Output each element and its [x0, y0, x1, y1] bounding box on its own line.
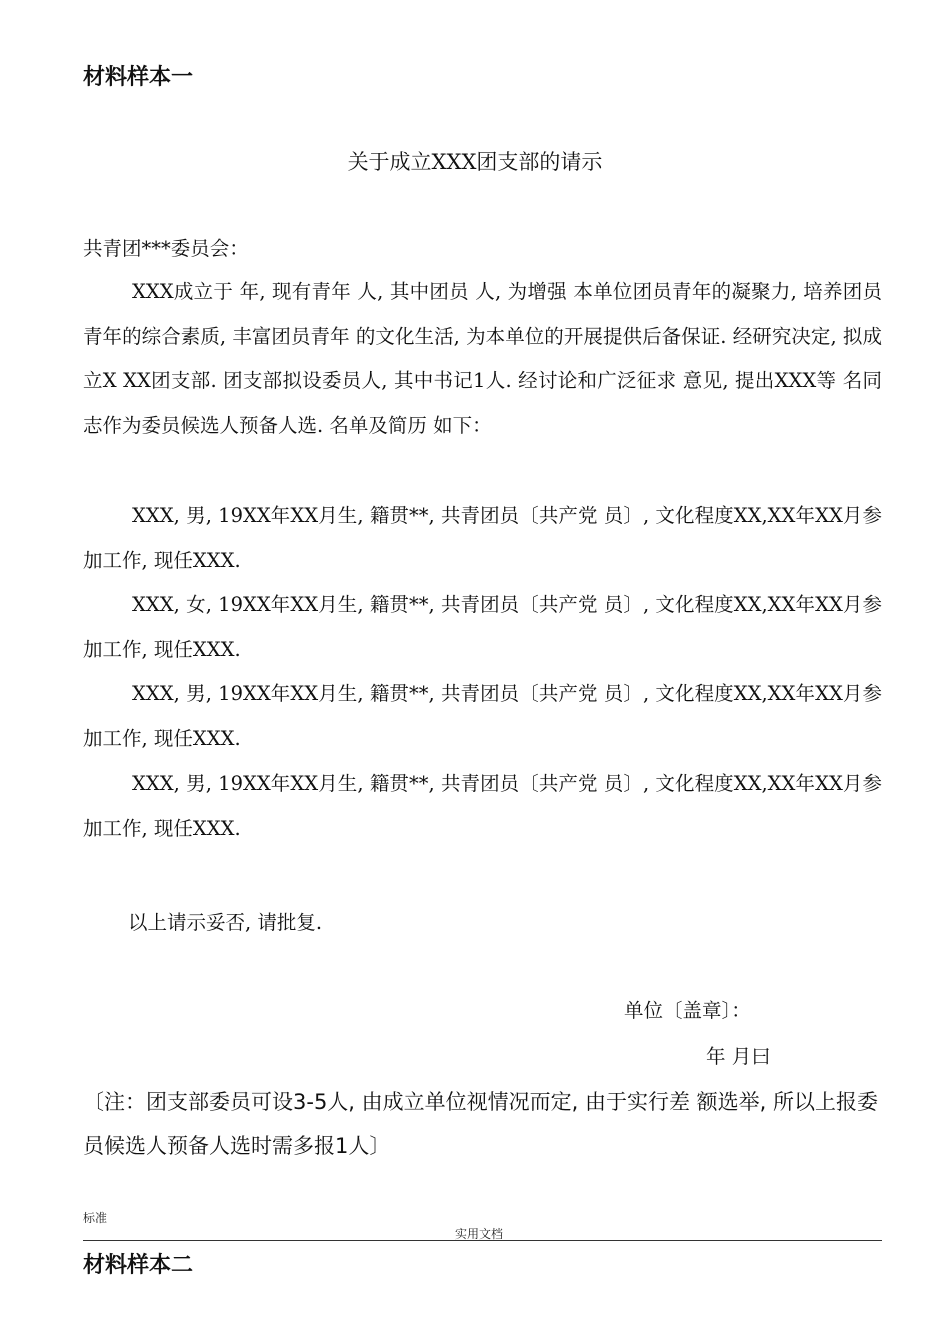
document-title: 关于成立XXX团支部的请示 — [347, 150, 603, 174]
salutation: 共青团***委员会： — [83, 237, 249, 260]
candidate-entry-3: XXX, 男, 19XX年XX月生, 籍贯**, 共青团员〔共产党 员〕, 文化程度XX,XX年XX月参加工作, 现任XXX. — [83, 682, 882, 750]
intro-paragraph: XXX成立于 年, 现有青年 人, 其中团员 人, 为增强 本单位团员青年的凝聚力, 培养团员青年的综合素质, 丰富团员青年 的文化生活, 为本单位的开展提供后备保证. 经研究决定, 拟成立X XX团支部. 团支部拟设委员人, 其中书记1人. 经讨论和广泛征求 意见, 提出XXX等 名同志作为委员候选人预备人选. 名单及简历 如下： — [83, 280, 882, 438]
candidate-entry-4: XXX, 男, 19XX年XX月生, 籍贯**, 共青团员〔共产党 员〕, 文化程度XX,XX年XX月参加工作, 现任XXX. — [83, 772, 882, 840]
date-line: 年 月曰 — [706, 1045, 771, 1068]
sample-one-heading: 材料样本一 — [83, 64, 194, 90]
closing-line: 以上请示妥否, 请批复. — [128, 911, 323, 934]
footer-left-label: 标准 — [83, 1211, 108, 1225]
footer-rule — [83, 1240, 882, 1241]
unit-stamp-line: 单位〔盖章〕： — [624, 999, 751, 1022]
footer-center-label: 实用文档 — [455, 1227, 504, 1241]
sample-two-heading: 材料样本二 — [83, 1252, 194, 1278]
footnote-note: 〔注：团支部委员可设3-5人, 由成立单位视情况而定, 由于实行差 额选举, 所以上报委员候选人预备人选时需多报1人〕 — [83, 1090, 879, 1158]
candidate-entry-2: XXX, 女, 19XX年XX月生, 籍贯**, 共青团员〔共产党 员〕, 文化程度XX,XX年XX月参加工作, 现任XXX. — [83, 593, 882, 661]
candidate-entry-1: XXX, 男, 19XX年XX月生, 籍贯**, 共青团员〔共产党 员〕, 文化程度XX,XX年XX月参加工作, 现任XXX. — [83, 504, 882, 572]
